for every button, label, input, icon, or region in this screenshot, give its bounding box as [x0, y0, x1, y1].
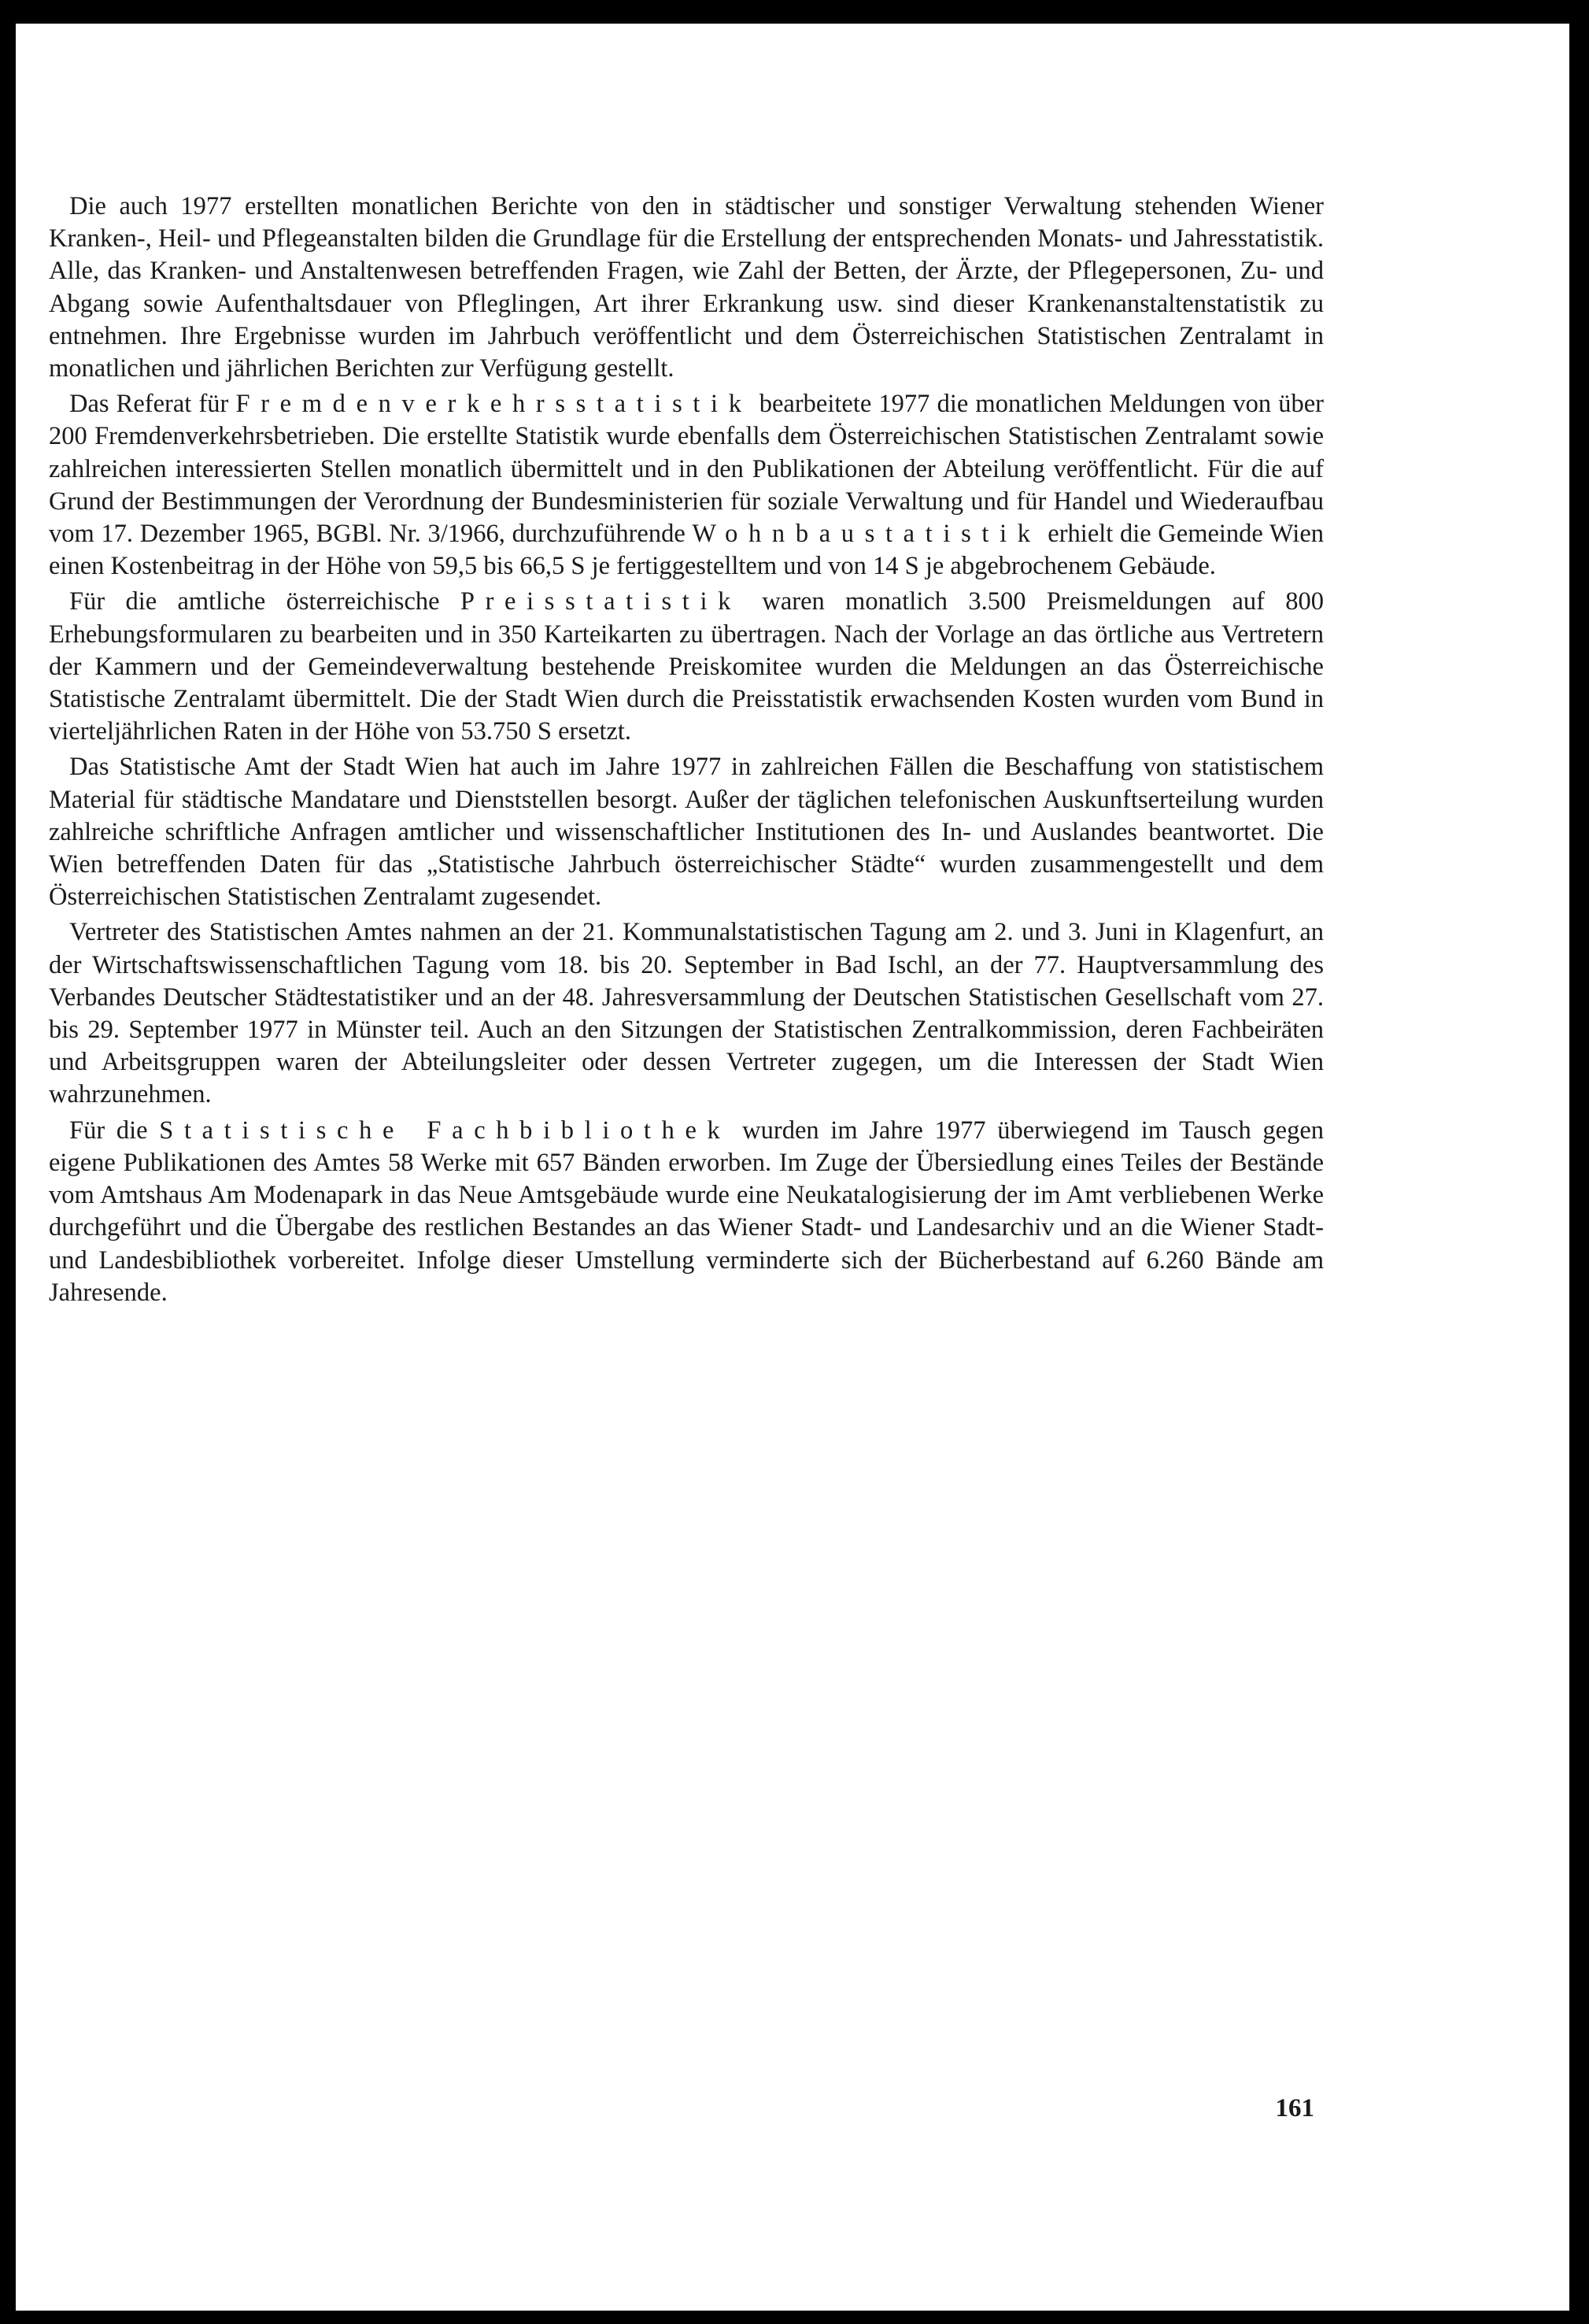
spaced-term-preisstatistik: Preisstatistik	[460, 587, 742, 616]
paragraph-conferences: Vertreter des Statistischen Amtes nahmen an der 21. Kommunalstatistischen Tagung am 2. und 3. Juni in Klagenfurt, an der Wirtschaftswissenschaftlichen Tagung vom 18. bis 20. September in Bad Ischl, an der 77. Hauptversammlung des Verbandes Deutscher Städtestatistiker und an der 48. Jahresversammlung der Deutschen Statistischen Gesellschaft vom 27. bis 29. September 1977 in Münster teil. Auch an den Sitzungen der Statistischen Zentralkommission, deren Fachbeiräten und Arbeitsgruppen waren der Abteilungsleiter oder dessen Vertreter zugegen, um die Interessen der Stadt Wien wahrzunehmen.	[49, 918, 1324, 1109]
document-page	[16, 24, 1569, 2311]
paragraph-price-statistics: Für die amtliche österreichische Preisstatistik waren monatlich 3.500 Preismeldungen auf 800 Erhebungsformularen zu bearbeiten und in 350 Karteikarten zu übertragen. Nach der Vorlage an das örtliche aus Vertretern der Kammern und der Gemeindeverwaltung bestehende Preiskomitee wurden die Meldungen an das Österreichische Statistische Zentralamt übermittelt. Die der Stadt Wien durch die Preisstatistik erwachsenden Kosten wurden vom Bund in vierteljährlichen Raten in der Höhe von 53.750 S ersetzt.	[49, 587, 1324, 746]
paragraph-tourism-housing-statistics: Das Referat für Fremdenverkehrsstatistik bearbeitete 1977 die monatlichen Meldungen von über 200 Fremdenverkehrsbetrieben. Die erstellte Statistik wurde ebenfalls dem Österreichischen Statistischen Zentralamt sowie zahlreichen interessierten Stellen monatlich übermittelt und in den Publikationen der Abteilung veröffentlicht. Für die auf Grund der Bestimmungen der Verordnung der Bundesministerien für soziale Verwaltung und für Handel und Wiederaufbau vom 17. Dezember 1965, BGBl. Nr. 3/1966, durchzuführende Wohnbaustatistik erhielt die Gemeinde Wien einen Kostenbeitrag in der Höhe von 59,5 bis 66,5 S je fertiggestelltem und von 14 S je abgebrochenem Gebäude.	[49, 390, 1324, 581]
spaced-term-fremdenverkehrsstatistik: Fremdenverkehrsstatistik	[235, 390, 752, 419]
paragraph-library: Für die Statistische Fachbibliothek wurden im Jahre 1977 überwiegend im Tausch gegen eigene Publikationen des Amtes 58 Werke mit 657 Bänden erworben. Im Zuge der Übersiedlung eines Teiles der Bestände vom Amtshaus Am Modenapark in das Neue Amtsgebäude wurde eine Neukatalogisierung der im Amt verbliebenen Werke durchgeführt und die Übergabe des restlichen Bestandes an das Wiener Stadt- und Landesarchiv und an die Wiener Stadt- und Landesbibliothek vorbereitet. Infolge dieser Umstellung verminderte sich der Bücherbestand auf 6.260 Bände am Jahresende.	[49, 1116, 1324, 1307]
page-number: 161	[1275, 2094, 1314, 2122]
body-text	[49, 191, 1324, 1312]
paragraph-hospital-statistics: Die auch 1977 erstellten monatlichen Berichte von den in städtischer und sonstiger Verwaltung stehenden Wiener Kranken-, Heil- und Pflegeanstalten bilden die Grundlage für die Erstellung der entsprechenden Monats- und Jahresstatistik. Alle, das Kranken- und Anstaltenwesen betreffenden Fragen, wie Zahl der Betten, der Ärzte, der Pflegepersonen, Zu- und Abgang sowie Aufenthaltsdauer von Pfleglingen, Art ihrer Erkrankung usw. sind dieser Krankenanstaltenstatistik zu entnehmen. Ihre Ergebnisse wurden im Jahrbuch veröffentlicht und dem Österreichischen Statistischen Zentralamt in monatlichen und jährlichen Berichten zur Verfügung gestellt.	[49, 192, 1324, 383]
spaced-term-fachbibliothek: Statistische Fachbibliothek	[159, 1116, 731, 1145]
spaced-term-wohnbaustatistik: Wohnbaustatistik	[692, 520, 1041, 549]
paragraph-information-services: Das Statistische Amt der Stadt Wien hat auch im Jahre 1977 in zahlreichen Fällen die Beschaffung von statistischem Material für städtische Mandatare und Dienststellen besorgt. Außer der täglichen telefonischen Auskunftserteilung wurden zahlreiche schriftliche Anfragen amtlicher und wissenschaftlicher Institutionen des In- und Auslandes beantwortet. Die Wien betreffenden Daten für das „Statistische Jahrbuch österreichischer Städte“ wurden zusammengestellt und dem Österreichischen Statistischen Zentralamt zugesendet.	[49, 753, 1324, 912]
